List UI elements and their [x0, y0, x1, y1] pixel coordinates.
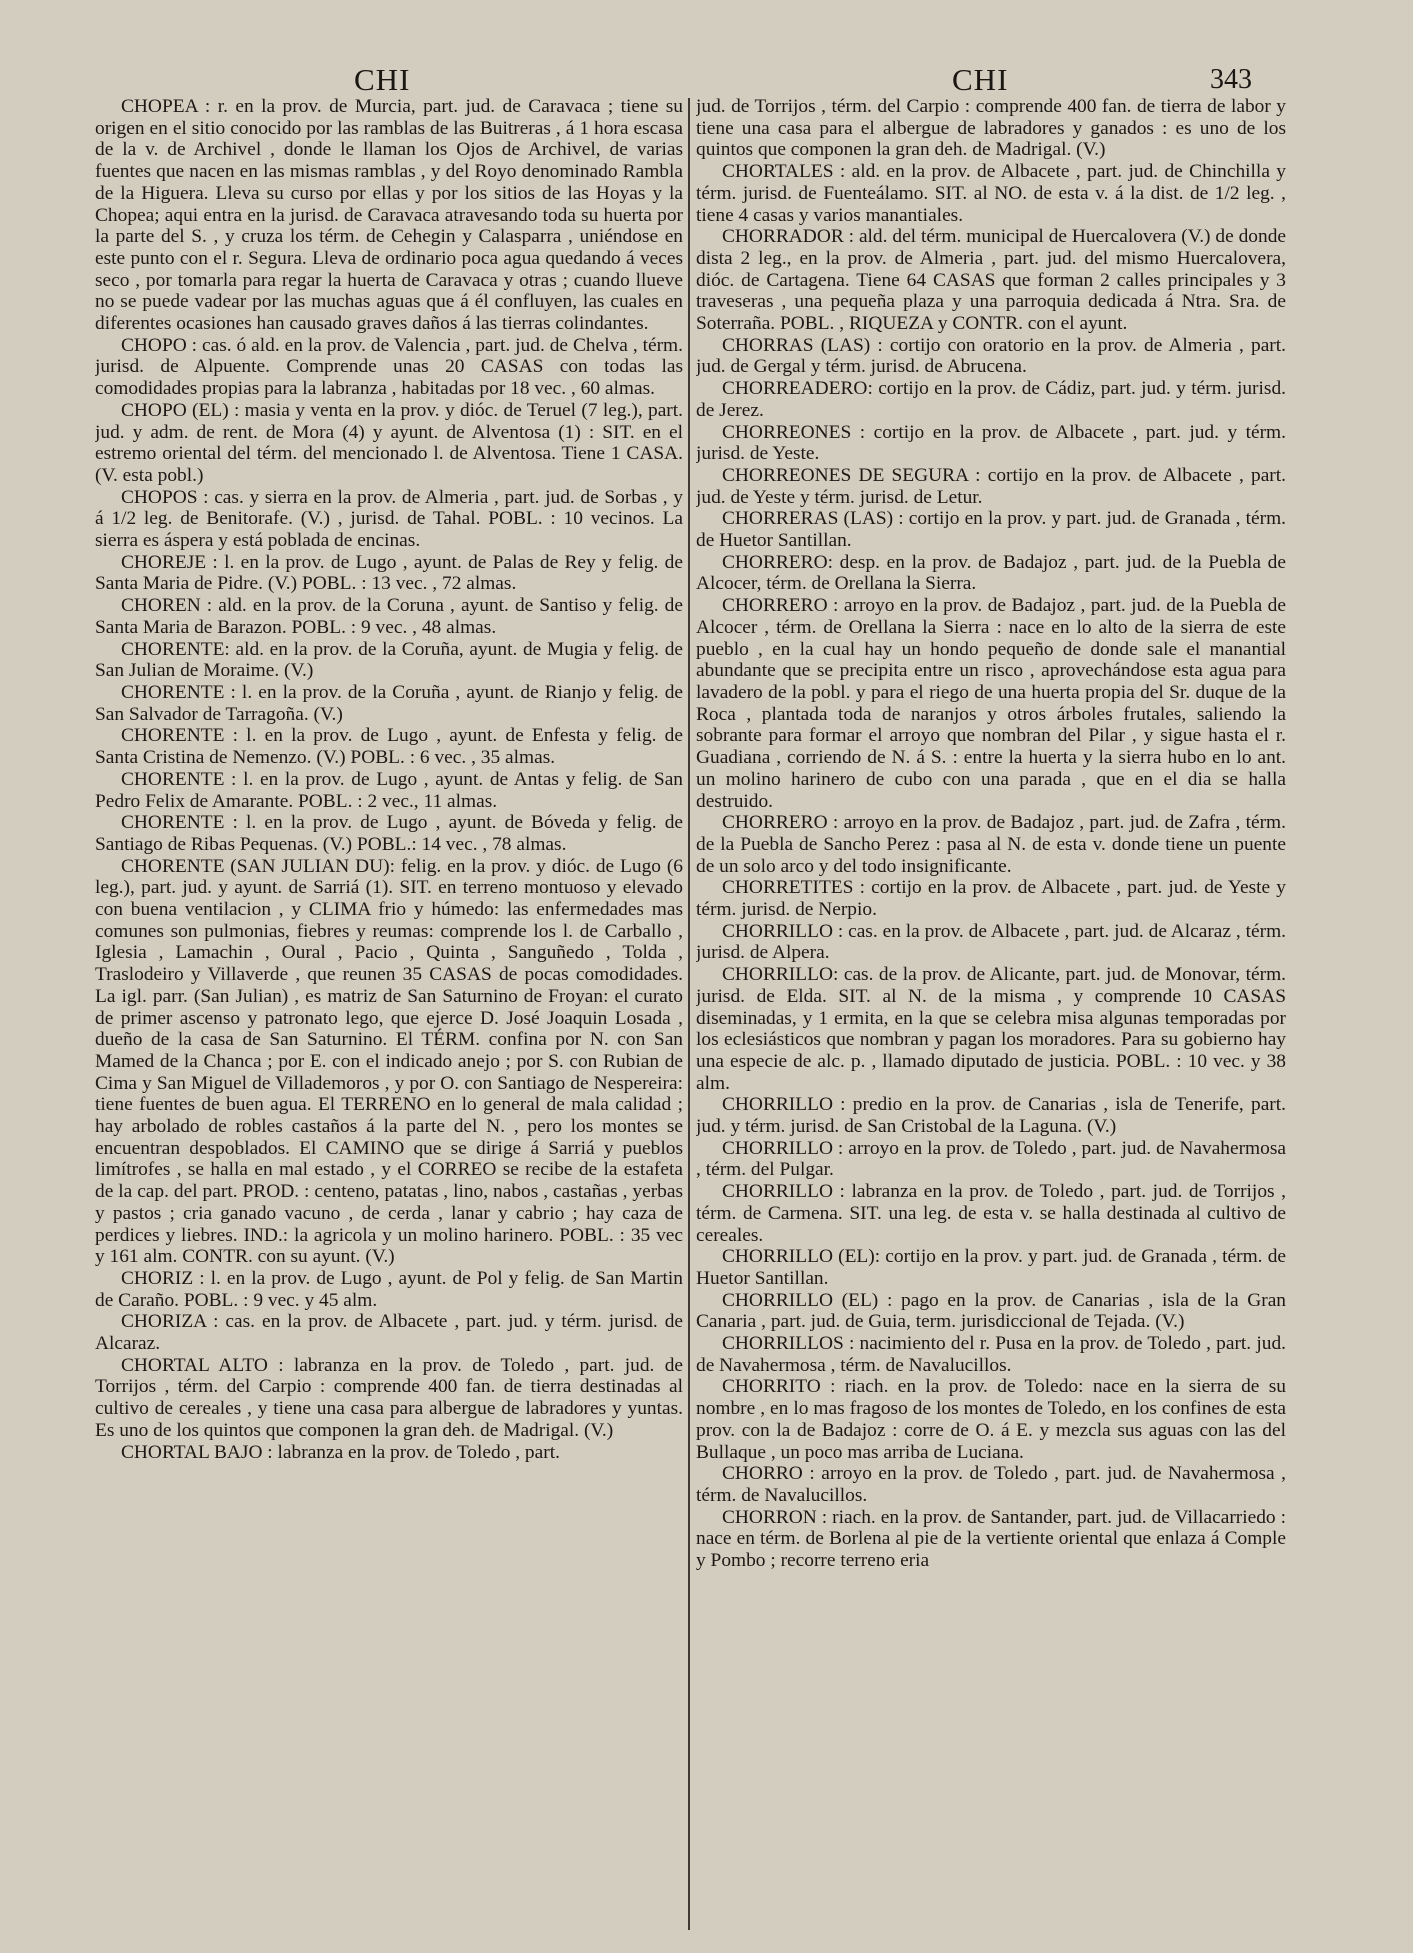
entry: CHORENTE : l. en la prov. de Lugo , ayunt. de Bóveda y felig. de Santiago de Ribas Pequenas. (V.) POBL.: 14 vec. , 78 almas. [95, 812, 683, 855]
entry: CHOREJE : l. en la prov. de Lugo , ayunt. de Palas de Rey y felig. de Santa Maria de Pidre. (V.) POBL. : 13 vec. , 72 almas. [95, 551, 683, 595]
entry: CHORRETITES : cortijo en la prov. de Albacete , part. jud. de Yeste y térm. jurisd. de Nerpio. [696, 877, 1286, 921]
header-right-word: CHI [952, 62, 1009, 97]
entry: CHORRILLO (EL) : pago en la prov. de Canarias , isla de la Gran Canaria , part. jud. de Guia, term. jurisdiccional de Tejada. (V.) [696, 1289, 1286, 1333]
entry-continuation: jud. de Torrijos , térm. del Carpio : comprende 400 fan. de tierra de labor y tiene una casa para el albergue de labradores y ganados : es uno de los quintos que componen la gran deh. de Madrigal. (V.) [696, 96, 1286, 161]
entry: CHORRO : arroyo en la prov. de Toledo , part. jud. de Navahermosa , térm. de Navalucillos. [696, 1463, 1286, 1506]
entry: CHORREONES : cortijo en la prov. de Albacete , part. jud. y térm. jurisd. de Yeste. [696, 421, 1286, 465]
entry: CHORRILLOS : nacimiento del r. Pusa en la prov. de Toledo , part. jud. de Navahermosa , térm. de Navalucillos. [696, 1333, 1286, 1376]
entry: CHORRILLO : predio en la prov. de Canarias , isla de Tenerife, part. jud. y térm. jurisd. de San Cristobal de la Laguna. (V.) [696, 1094, 1286, 1138]
entry: CHORENTE : l. en la prov. de Lugo , ayunt. de Antas y felig. de San Pedro Felix de Amarante. POBL. : 2 vec., 11 almas. [95, 768, 683, 812]
entry: CHOREN : ald. en la prov. de la Coruna , ayunt. de Santiso y felig. de Santa Maria de Barazon. POBL. : 9 vec. , 48 almas. [95, 595, 683, 638]
entry: CHORRON : riach. en la prov. de Santander, part. jud. de Villacarriedo : nace en térm. de Borlena al pie de la vertiente oriental que enlaza á Comple y Pombo ; recorre terreno eria [696, 1506, 1286, 1572]
entry: CHORRERO : arroyo en la prov. de Badajoz , part. jud. de la Puebla de Alcocer , térm. de Orellana la Sierra : nace en lo alto de la sierra de este pueblo , en la cual hay un hondo pequeño de donde sale el manantial abundante que se precipita entre un risco , aprovechándose esta agua para lavadero de la pobl. y para el riego de una huerta propia del Sr. duque de la Roca , plantada toda de naranjos y otros árboles frutales, saliendo la sobrante para formar el arroyo que nombran del Pilar , y sigue hasta el r. Guadiana , corriendo de N. á S. : entre la huerta y la sierra hubo en lo ant. un molino harinero de cubo con una parada , que en el dia se halla destruido. [696, 595, 1286, 812]
entry: CHORRADOR : ald. del térm. municipal de Huercalovera (V.) de donde dista 2 leg., en la prov. de Almeria , part. jud. del mismo Huercalovera, dióc. de Cartagena. Tiene 64 CASAS que forman 2 calles principales y 3 traveseras , una pequeña plaza y una parroquia dedicada á Ntra. Sra. de Soterraña. POBL. , RIQUEZA y CONTR. con el ayunt. [696, 226, 1286, 335]
entry: CHOPO : cas. ó ald. en la prov. de Valencia , part. jud. de Chelva , térm. jurisd. de Alpuente. Comprende unas 20 CASAS con todas las comodidades propias para la labranza , habitadas por 18 vec. , 60 almas. [95, 334, 683, 400]
entry: CHORRERO: desp. en la prov. de Badajoz , part. jud. de la Puebla de Alcocer, térm. de Orellana la Sierra. [696, 551, 1286, 595]
entry: CHORREADERO: cortijo en la prov. de Cádiz, part. jud. y térm. jurisd. de Jerez. [696, 378, 1286, 421]
entry: CHORENTE (SAN JULIAN DU): felig. en la prov. y dióc. de Lugo (6 leg.), part. jud. y ayunt. de Sarriá (1). SIT. en terreno montuoso y elevado con buena ventilacion , y CLIMA frio y húmedo: las enfermedades mas comunes son pulmonias, fiebres y reumas: comprende los l. de Carballo , Iglesia , Lamachin , Oural , Pacio , Quinta , Sanguñedo , Tolda , Traslodeiro y Villaverde , que reunen 35 CASAS de pocas comodidades. La igl. parr. (San Julian) , es matriz de San Saturnino de Froyan: el curato de primer ascenso y patronato lego, que ejerce D. José Joaquin Losada , dueño de la casa de San Saturnino. El TÉRM. confina por N. con San Mamed de la Chanca ; por E. con el indicado anejo ; por S. con Rubian de Cima y San Miguel de Villademoros , y por O. con Santiago de Nespereira: tiene fuentes de buen agua. El TERRENO en lo general de mala calidad ; hay arbolado de robles castaños á la parte del N. , pero los montes se encuentran despoblados. El CAMINO que se dirige á Sarriá y pueblos limítrofes , se halla en mal estado , y el CORREO se recibe de la estafeta de la cap. del part. PROD. : centeno, patatas , lino, nabos , castañas , yerbas y pastos ; cria ganado vacuno , de cerda , lanar y cabrio ; hay caza de perdices y liebres. IND.: la agricola y un molino harinero. POBL. : 35 vec y 161 alm. CONTR. con su ayunt. (V.) [95, 855, 683, 1268]
column-divider [688, 98, 690, 1930]
entry: CHORENTE : l. en la prov. de la Coruña , ayunt. de Rianjo y felig. de San Salvador de Tarragoña. (V.) [95, 681, 683, 725]
entry: CHORIZA : cas. en la prov. de Albacete , part. jud. y térm. jurisd. de Alcaraz. [95, 1311, 683, 1355]
entry: CHORTAL ALTO : labranza en la prov. de Toledo , part. jud. de Torrijos , térm. del Carpio : comprende 400 fan. de tierra destinadas al cultivo de cereales , y tiene una casa para albergue de labradores y yuntas. Es uno de los quintos que componen la gran deh. de Madrigal. (V.) [95, 1354, 683, 1441]
entry: CHORRILLO : labranza en la prov. de Toledo , part. jud. de Torrijos , térm. de Carmena. SIT. una leg. de esta v. se halla destinada al cultivo de cereales. [696, 1181, 1286, 1246]
entry: CHORRILLO : arroyo en la prov. de Toledo , part. jud. de Navahermosa , térm. del Pulgar. [696, 1137, 1286, 1181]
entry: CHORENTE: ald. en la prov. de la Coruña, ayunt. de Mugia y felig. de San Julian de Moraime. (V.) [95, 638, 683, 682]
header-left-word: CHI [354, 62, 411, 97]
entry: CHORRILLO (EL): cortijo en la prov. y part. jud. de Granada , térm. de Huetor Santillan. [696, 1246, 1286, 1289]
entry: CHORRILLO: cas. de la prov. de Alicante, part. jud. de Monovar, térm. jurisd. de Elda. SIT. al N. de la misma , y comprende 10 CASAS diseminadas, y 1 ermita, en la que se celebra misa algunas temporadas por los eclesiásticos que nombran y pagan los moradores. Para su gobierno hay una especie de alc. p. , llamado diputado de justicia. POBL. : 10 vec. y 38 alm. [696, 964, 1286, 1094]
entry: CHORREONES DE SEGURA : cortijo en la prov. de Albacete , part. jud. de Yeste y térm. jurisd. de Letur. [696, 464, 1286, 508]
entry: CHORTAL BAJO : labranza en la prov. de Toledo , part. [121, 1441, 560, 1463]
entry: CHORIZ : l. en la prov. de Lugo , ayunt. de Pol y felig. de San Martin de Caraño. POBL. : 9 vec. y 45 alm. [95, 1267, 683, 1311]
right-column [696, 96, 1286, 1932]
page-number: 343 [1210, 64, 1252, 95]
entry: CHORENTE : l. en la prov. de Lugo , ayunt. de Enfesta y felig. de Santa Cristina de Nemenzo. (V.) POBL. : 6 vec. , 35 almas. [95, 725, 683, 769]
entry: CHOPEA : r. en la prov. de Murcia, part. jud. de Caravaca ; tiene su origen en el sitio conocido por las ramblas de las Buitreras , á 1 hora escasa de la v. de Archivel , donde le llaman los Ojos de Archivel, de varias fuentes que nacen en las mismas ramblas , y del Royo denominado Rambla de la Higuera. Lleva su curso por ellas y por los sitios de las Hoyas y la Chopea; aqui entra en la jurisd. de Caravaca atravesando toda su huerta por la parte del S. , y cruza los térm. de Cehegin y Calasparra , uniéndose en este punto con el r. Segura. Lleva de ordinario poca agua quedando á veces seco , por tomarla para regar la huerta de Caravaca y otras ; cuando llueve no se puede vadear por las muchas aguas que á él confluyen, las cuales en diferentes ocasiones han causado graves daños á las tierras colindantes. [95, 96, 683, 335]
entry: CHORRITO : riach. en la prov. de Toledo: nace en la sierra de su nombre , en lo mas fragoso de los montes de Toledo, en los confines de esta prov. con la de Badajoz : corre de O. á E. y mezcla sus aguas con las del Bullaque , un poco mas arriba de Luciana. [696, 1376, 1286, 1463]
entry: CHORRILLO : cas. en la prov. de Albacete , part. jud. de Alcaraz , térm. jurisd. de Alpera. [696, 920, 1286, 964]
entry: CHORRAS (LAS) : cortijo con oratorio en la prov. de Almeria , part. jud. de Gergal y térm. jurisd. de Abrucena. [696, 334, 1286, 378]
entry: CHORTALES : ald. en la prov. de Albacete , part. jud. de Chinchilla y térm. jurisd. de Fuenteálamo. SIT. al NO. de esta v. á la dist. de 1/2 leg. , tiene 4 casas y varios manantiales. [696, 161, 1286, 226]
entry: CHOPO (EL) : masia y venta en la prov. y dióc. de Teruel (7 leg.), part. jud. y adm. de rent. de Mora (4) y ayunt. de Alventosa (1) : SIT. en el estremo oriental del térm. del mencionado l. de Alventosa. Tiene 1 CASA. (V. esta pobl.) [95, 399, 683, 486]
left-column [95, 96, 683, 1932]
entry: CHORRERO : arroyo en la prov. de Badajoz , part. jud. de Zafra , térm. de la Puebla de Sancho Perez : pasa al N. de esta v. donde tiene un puente de un solo arco y del todo insignificante. [696, 812, 1286, 877]
entry: CHOPOS : cas. y sierra en la prov. de Almeria , part. jud. de Sorbas , y á 1/2 leg. de Benitorafe. (V.) , jurisd. de Tahal. POBL. : 10 vecinos. La sierra es áspera y está poblada de encinas. [95, 486, 683, 552]
entry: CHORRERAS (LAS) : cortijo en la prov. y part. jud. de Granada , térm. de Huetor Santillan. [696, 508, 1286, 552]
